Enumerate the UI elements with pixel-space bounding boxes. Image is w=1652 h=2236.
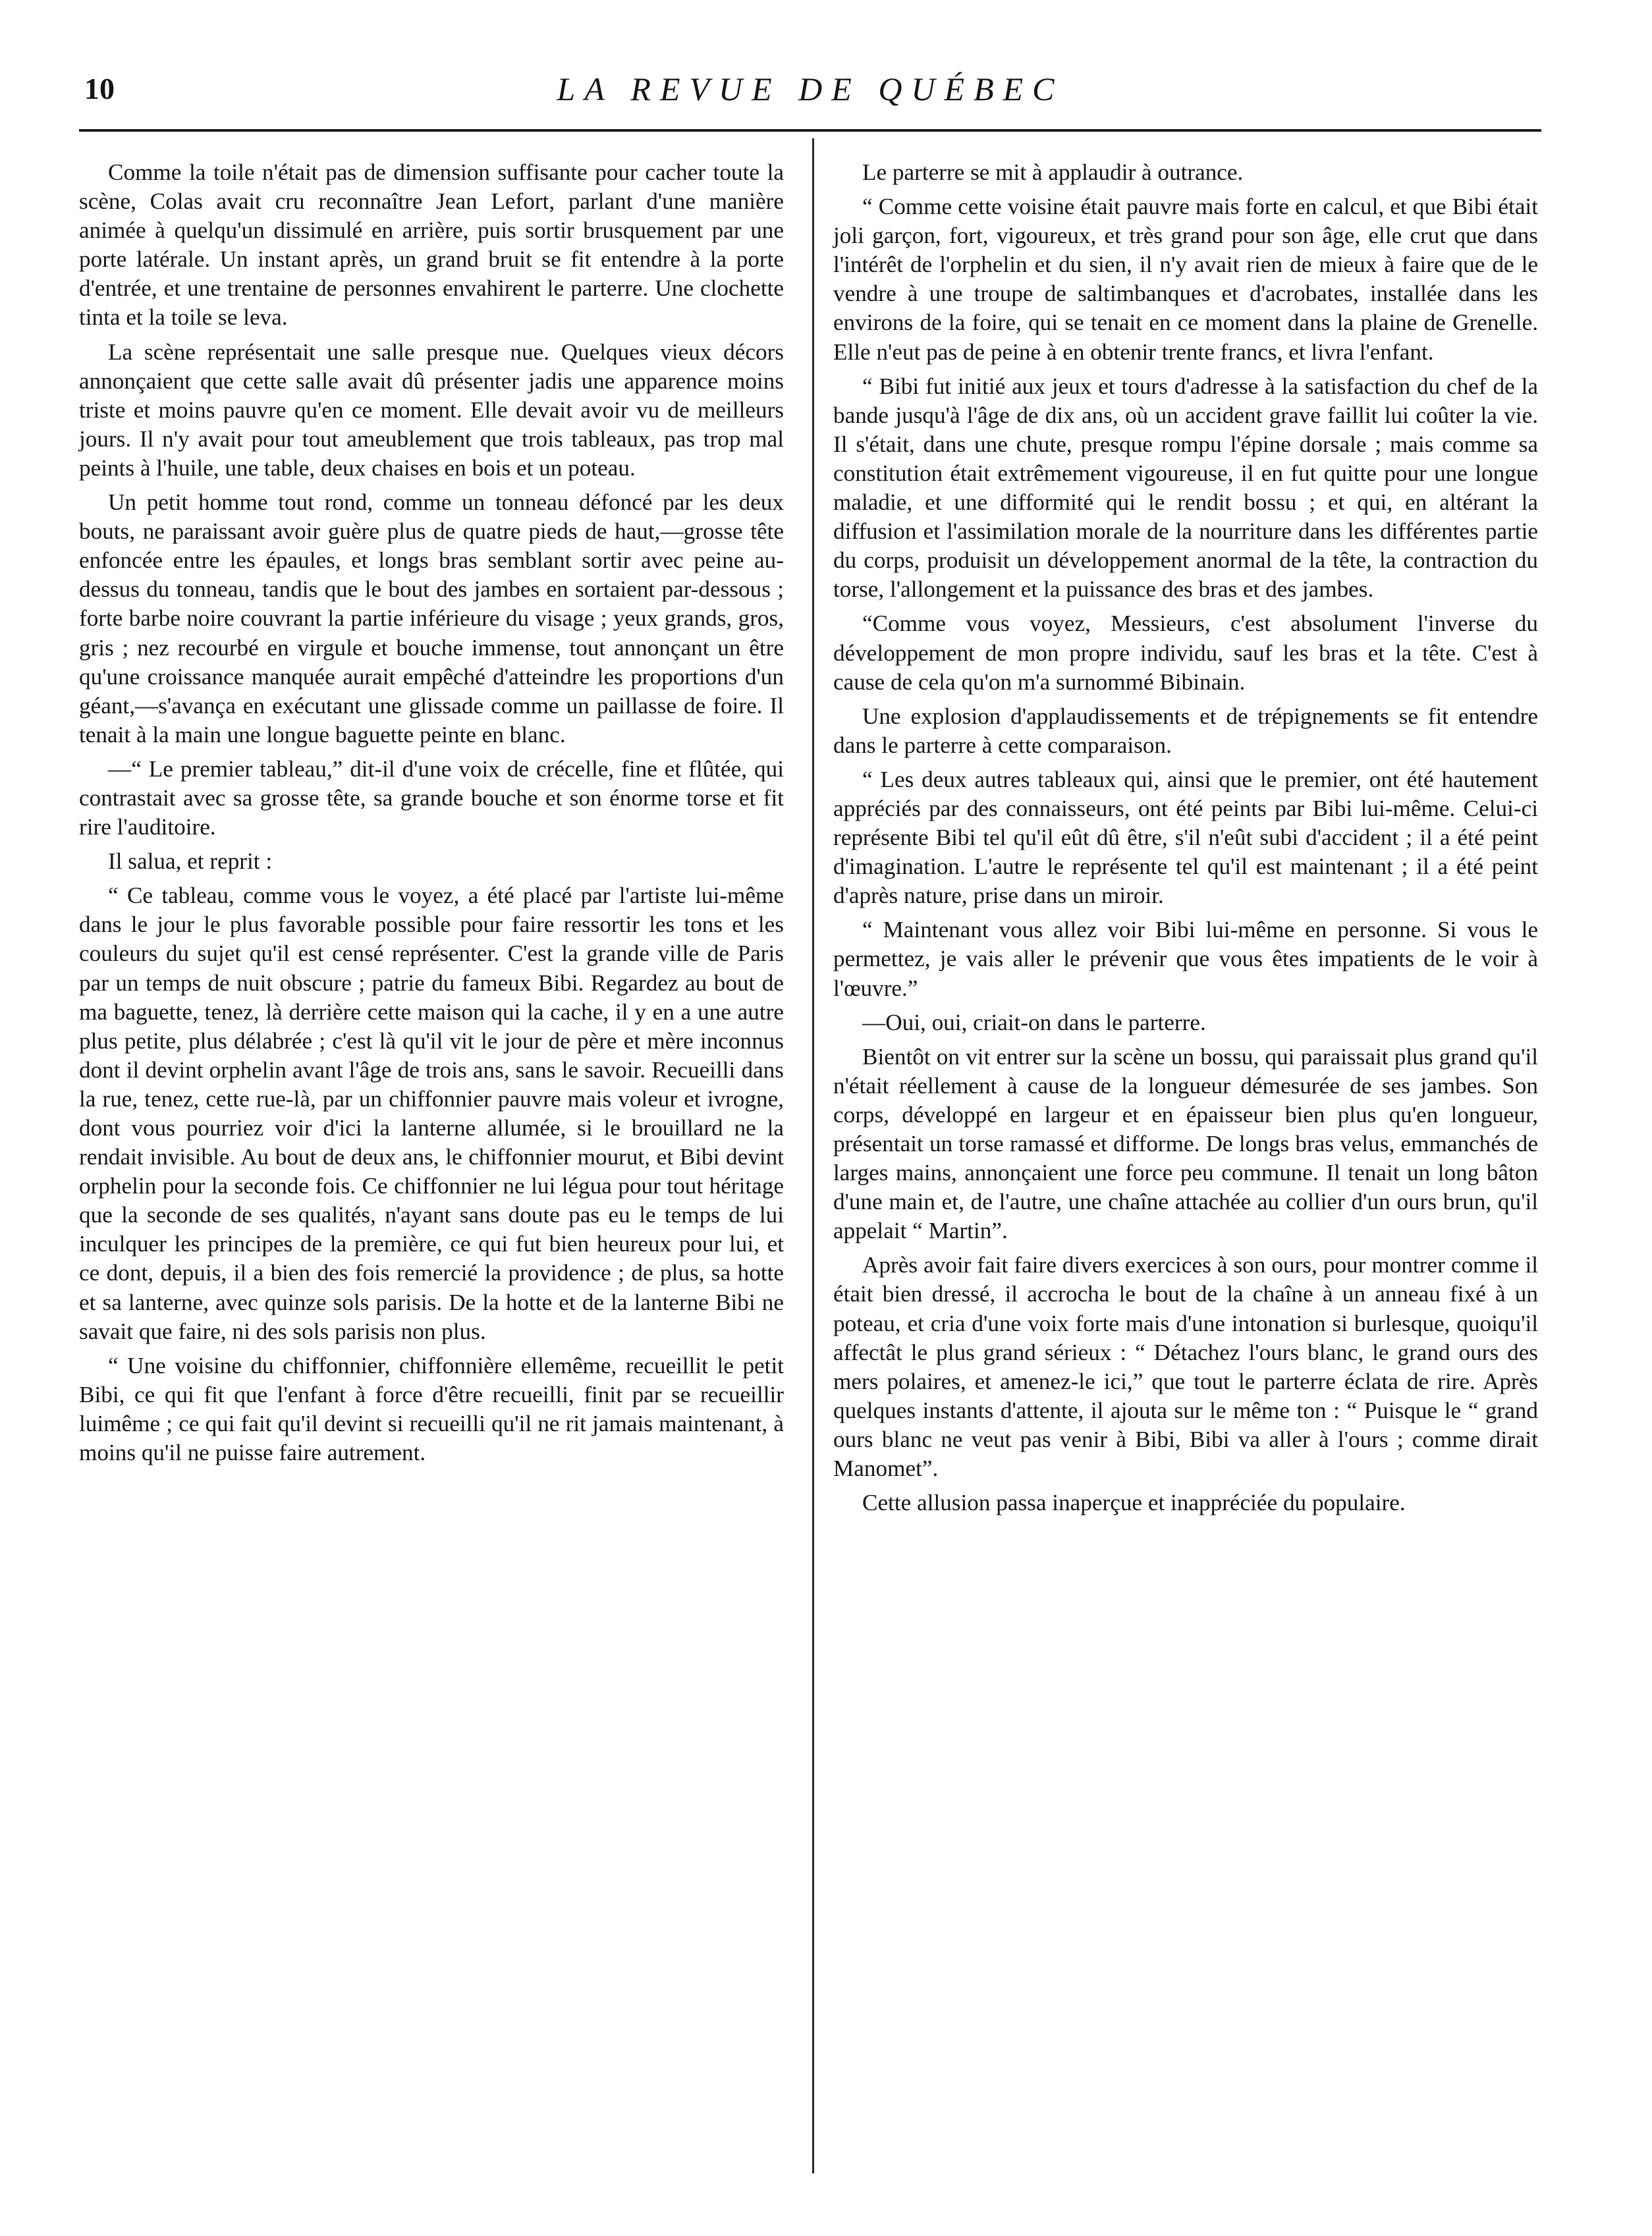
paragraph: Une explosion d'applaudissements et de trépignements se fit entendre dans le parterre à cette comparaison. (833, 703, 1538, 758)
paragraph: “ Bibi fut initié aux jeux et tours d'adresse à la satisfaction du chef de la bande jusqu'à l'âge de dix ans, où un accident grave faillit lui coûter la vie. Il s'était, dans une chute, presque rompu l'épine dorsale ; mais comme sa constitution était extrêmement vigoureuse, il en fut quitte pour une longue maladie, et une difformité qui le rendit bossu ; et qui, en altérant la diffusion et l'assimilation morale de la nourriture dans les différentes partie du corps, produisit un développement anormal de la tête, la contraction du torse, l'allongement et la puissance des bras et des jambes. (833, 373, 1538, 603)
paragraph: “Comme vous voyez, Messieurs, c'est absolument l'inverse du développement de mon propre individu, sauf les bras et la tête. C'est à cause de cela qu'on m'a surnommé Bibinain. (833, 611, 1538, 695)
paragraph: —“ Le premier tableau,” dit-il d'une voix de crécelle, fine et flûtée, qui contrastait avec sa grosse tête, sa grande bouche et son énorme torse et fit rire l'auditoire. (79, 755, 784, 840)
paragraph: La scène représentait une salle presque nue. Quelques vieux décors annonçaient que cette salle avait dû présenter jadis une apparence moins triste et moins pauvre qu'en ce moment. Elle devait avoir vu de meilleurs jours. Il n'y avait pour tout ameublement que trois tableaux, pas trop mal peints à l'huile, une table, deux chaises en bois et un poteau. (79, 339, 784, 481)
paragraph: Après avoir fait faire divers exercices à son ours, pour montrer comme il était bien dressé, il accrocha le bout de la chaîne à un anneau fixé à un poteau, et cria d'une voix forte mais d'une intonation si burlesque, quoiqu'il affectât le plus grand sérieux : “ Détachez l'ours blanc, le grand ours des mers polaires, et amenez-le ici,” que tout le parterre éclata de rire. Après quelques instants d'attente, il ajouta sur le même ton : “ Puisque le “ grand ours blanc ne veut pas venir à Bibi, Bibi va aller à l'ours ; comme dirait Manomet”. (833, 1252, 1538, 1482)
paragraph: Un petit homme tout rond, comme un tonneau défoncé par les deux bouts, ne paraissant avoir guère plus de quatre pieds de haut,—grosse tête enfoncée entre les épaules, et longs bras semblant sortir avec peine au-dessus du tonneau, tandis que le bout des jambes en sortaient par-dessous ; forte barbe noire couvrant la partie inférieure du visage ; yeux grands, gros, gris ; nez recourbé en virgule et bouche immense, tout annonçant un être qu'une croissance manquée aurait empêché d'atteindre les proportions d'un géant,—s'avança en exécutant une glissade comme un paillasse de foire. Il tenait à la main une longue baguette peinte en blanc. (79, 489, 784, 748)
page-number: 10 (84, 72, 115, 105)
left-column (79, 158, 784, 1473)
paragraph: —Oui, oui, criait-on dans le parterre. (862, 1009, 1206, 1035)
paragraph: “ Ce tableau, comme vous le voyez, a été placé par l'artiste lui-même dans le jour le plus favorable possible pour faire ressortir les tons et les couleurs du sujet qu'il est censé représenter. C'est la grande ville de Paris par un temps de nuit obscure ; patrie du fameux Bibi. Regardez au bout de ma baguette, tenez, là derrière cette maison qui la cache, il y en a une autre plus petite, plus délabrée ; c'est là qu'il vit le jour de père et mère inconnus dont il devint orphelin avant l'âge de trois ans, sans le savoir. Recueilli dans la rue, tenez, cette rue-là, par un chiffonnier pauvre mais voleur et ivrogne, dont vous pourriez voir d'ici la lanterne allumée, si le brouillard ne la rendait invisible. Au bout de deux ans, le chiffonnier mourut, et Bibi devint orphelin pour la seconde fois. Ce chiffonnier ne lui légua pour tout héritage que la seconde de ses qualités, n'ayant sans doute pas eu le temps de lui inculquer les principes de la première, ce qui fut bien heureux pour lui, et ce dont, depuis, il a bien des fois remercié la providence ; de plus, sa hotte et sa lanterne, avec quinze sols parisis. De la hotte et de la lanterne Bibi ne savait que faire, ni des sols parisis non plus. (79, 883, 784, 1344)
paragraph: Il salua, et reprit : (108, 848, 273, 875)
paragraph: Comme la toile n'était pas de dimension suffisante pour cacher toute la scène, Colas avait cru reconnaître Jean Lefort, parlant d'une manière animée à quelqu'un dissimulé en arrière, puis sortir brusquement par une porte latérale. Un instant après, un grand bruit se fit entendre à la porte d'entrée, et une trentaine de personnes envahirent le parterre. Une clochette tinta et la toile se leva. (79, 159, 784, 331)
paragraph: “ Maintenant vous allez voir Bibi lui-même en personne. Si vous le permettez, je vais aller le prévenir que vous êtes impatients de le voir à l'œuvre.” (833, 917, 1538, 1001)
paragraph: Le parterre se mit à applaudir à outrance. (862, 159, 1244, 185)
paragraph: “ Les deux autres tableaux qui, ainsi que le premier, ont été hautement appréciés par des connaisseurs, ont été peints par Bibi lui-même. Celui-ci représente Bibi tel qu'il eût dû être, s'il n'eût subi d'accident ; il a été peint d'imagination. L'autre le représente tel qu'il est maintenant ; il a été peint d'après nature, prise dans un miroir. (833, 766, 1538, 909)
paragraph: Cette allusion passa inaperçue et inappréciée du populaire. (862, 1490, 1406, 1516)
right-column (833, 158, 1538, 1523)
page-header (79, 66, 1541, 119)
column-divider (812, 138, 814, 2173)
header-rule (79, 129, 1541, 132)
paragraph: Bientôt on vit entrer sur la scène un bossu, qui paraissait plus grand qu'il n'était réellement à cause de la longueur démesurée de ses jambes. Son corps, développé en largeur et en épaisseur bien plus qu'en longueur, présentait un torse ramassé et difforme. De longs bras velus, emmanchés de larges mains, annonçaient une force peu commune. Il tenait un long bâton d'une main et, de l'autre, une chaîne attachée au collier d'un ours brun, qu'il appelait “ Martin”. (833, 1043, 1538, 1244)
running-title: LA REVUE DE QUÉBEC (557, 70, 1064, 107)
paragraph: “ Comme cette voisine était pauvre mais forte en calcul, et que Bibi était joli garçon, fort, vigoureux, et très grand pour son âge, elle crut que dans l'intérêt de l'orphelin et du sien, il n'y avait rien de mieux à faire que de le vendre à une troupe de saltimbanques et d'acrobates, installée dans les environs de la foire, qui se tenait en ce moment dans la plaine de Grenelle. Elle n'eut pas de peine à en obtenir trente francs, et livra l'enfant. (833, 194, 1538, 365)
paragraph: “ Une voisine du chiffonnier, chiffonnière ellemême, recueillit le petit Bibi, ce qui fit que l'enfant à force d'être recueilli, finit par se recueillir luimême ; ce qui fait qu'il devint si recueilli qu'il ne rit jamais maintenant, à moins qu'il ne puisse faire autrement. (79, 1352, 784, 1466)
